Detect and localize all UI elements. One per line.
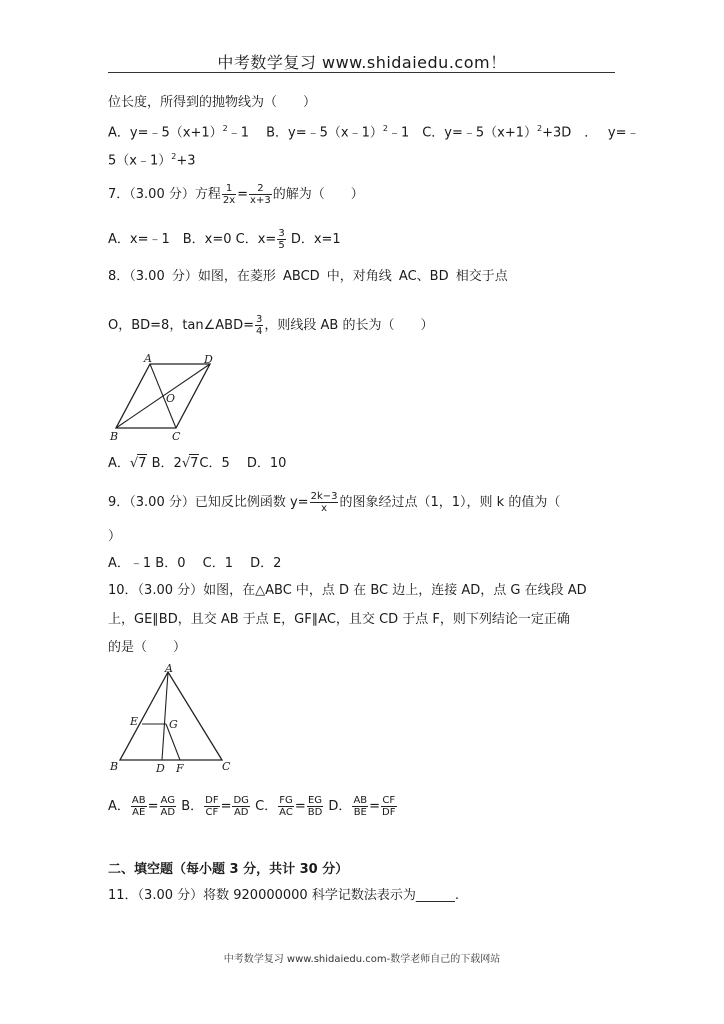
segment-ad — [162, 672, 168, 760]
label-e: E — [130, 715, 139, 728]
fraction: $\frac{3}{4}$ — [256, 314, 263, 337]
fraction: $\frac{3}{5}$ — [278, 228, 285, 251]
fraction: $\frac{AB}{BE}$ — [353, 795, 368, 818]
question-9-stem: 9．（3.00 分）已知反比例函数 y= $\frac{2k-3}{x}$ 的图象经过点（1，1），则 k 的值为（ — [108, 491, 561, 514]
diagonal-bd — [116, 364, 210, 428]
section-heading: 二、填空题（每小题 3 分，共计 30 分） — [108, 862, 349, 877]
fraction: $\frac{AG}{AD}$ — [160, 795, 176, 818]
question-8-stem-line2: O，BD=8，tan∠ABD= $\frac{3}{4}$ ，则线段 AB 的长为（ ） — [108, 314, 434, 337]
label-b: B — [110, 430, 119, 443]
fraction: $\frac{FG}{AC}$ — [279, 795, 293, 818]
fraction: $\frac{AB}{AE}$ — [131, 795, 146, 818]
label-d: D — [204, 353, 213, 366]
question-8-stem: 8．（3.00 分）如图，在菱形 ABCD 中，对角线 AC、BD 相交于点 — [108, 269, 508, 284]
q6-options-line: A．$y=﹣5(x+1)^2﹣1$ B．y=﹣5（x﹣1）$^2$﹣1 C．$y=﹣5(x+1)^2+3D$ ． y=﹣ — [108, 124, 640, 141]
label-c: C — [222, 760, 231, 773]
question-9-stem-line2: ） — [108, 529, 122, 544]
question-10-options: A． $\frac{AB}{AE}$ = $\frac{AG}{AD}$ B． $\frac{DF}{CF}$ = $\frac{DG}{AD}$ C． $\frac{FG}{AC}$ = $\frac{EG}{BD}$ D． $\frac{AB}{BE}$ = $\frac{CF}{DF}$ — [108, 795, 396, 818]
question-7-stem: 7．（3.00 分）方程 $\frac{1}{2x}$ = $\frac{2}{x+3}$ 的解为（ ） — [108, 183, 364, 206]
question-10-stem-line2: 上，GE∥BD，且交 AB 于点 E，GF∥AC，且交 CD 于点 F，则下列结论一定正确 — [108, 612, 570, 627]
question-7-options: A．x=﹣1 B．x=0 C．x= $\frac{3}{5}$ D．x=1 — [108, 228, 341, 251]
fraction: $\frac{EG}{BD}$ — [307, 795, 323, 818]
fraction: $\frac{1}{2x}$ — [222, 183, 236, 206]
fraction: $\frac{CF}{DF}$ — [382, 795, 396, 818]
label-b: B — [110, 760, 119, 773]
question-9-options: A．﹣1 B．0 C．1 D．2 — [108, 556, 282, 571]
label-c: C — [172, 430, 181, 443]
label-a: A — [165, 662, 173, 675]
fraction: $\frac{DF}{CF}$ — [205, 795, 219, 818]
fraction: $\frac{DG}{AD}$ — [233, 795, 249, 818]
q6-options-line2: 5（x﹣1）$^2$+3 — [108, 152, 196, 169]
label-o: O — [166, 392, 176, 405]
label-g: G — [169, 718, 178, 731]
rhombus-figure — [106, 352, 226, 444]
label-d: D — [156, 762, 165, 775]
label-f: F — [176, 762, 184, 775]
question-10-stem: 10．（3.00 分）如图，在△ABC 中，点 D 在 BC 边上，连接 AD，点 G 在线段 AD — [108, 583, 587, 598]
question-8-options: A．√7 B．2√7C．5 D．10 — [108, 456, 287, 471]
fraction: $\frac{2k-3}{x}$ — [310, 491, 338, 514]
q6-line1: 位长度，所得到的抛物线为（ ） — [108, 95, 317, 110]
page-header-title: 中考数学复习 www.shidaiedu.com！ — [217, 53, 507, 72]
triangle-figure — [106, 662, 236, 776]
fraction: $\frac{2}{x+3}$ — [250, 183, 271, 206]
question-11-stem: 11．（3.00 分）将数 920000000 科学记数法表示为______. — [108, 888, 459, 903]
page-footer: 中考数学复习 www.shidaiedu.com-数学老师自己的下载网站 — [223, 954, 501, 965]
label-a: A — [144, 352, 152, 365]
header-rule — [108, 72, 615, 73]
question-10-stem-line3: 的是（ ） — [108, 640, 187, 655]
